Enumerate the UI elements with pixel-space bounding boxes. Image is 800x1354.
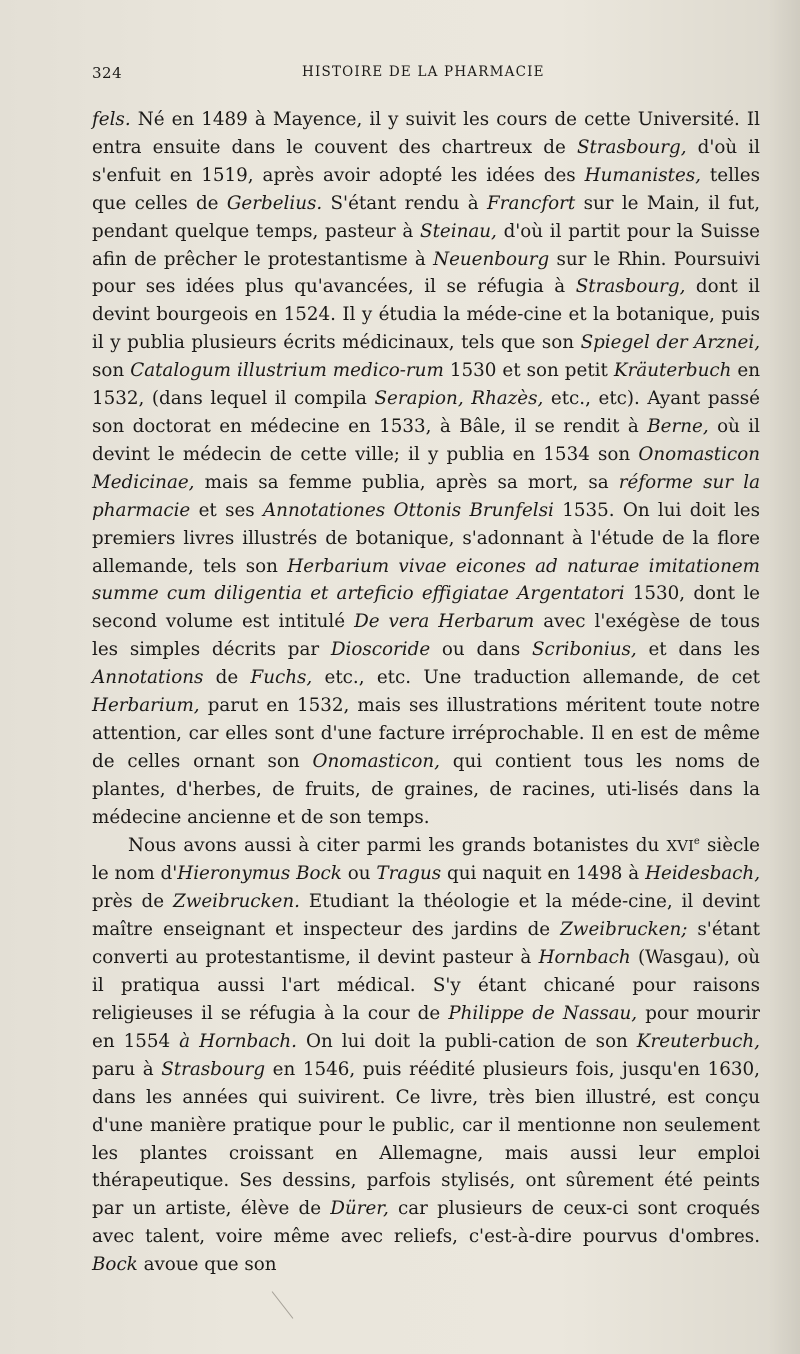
text-span: Humanistes, xyxy=(584,164,701,186)
text-span: Zweibrucken; xyxy=(560,919,688,941)
text-span: qui contient tous les noms de plantes, d'herbes, de fruits, de graines, de racines, uti-lisés dans la médecine ancienne et de son temps. xyxy=(92,750,760,828)
text-span: Dioscoride xyxy=(330,639,431,661)
text-span: ou dans xyxy=(430,639,533,661)
century-numeral: XVI xyxy=(666,836,694,855)
text-span: et ses xyxy=(190,499,263,521)
text-span: Gerbelius. xyxy=(226,192,323,214)
text-span: Herbarium, xyxy=(92,695,200,717)
text-span: fels. xyxy=(92,109,131,130)
text-span: siècle le nom d' xyxy=(92,834,760,885)
text-span: Annotations xyxy=(92,667,204,689)
text-span: (Wasgau), où il pratiqua aussi l'art médical. S'y étant chicané pour raisons religieuses il se réfugia à la cour de xyxy=(92,947,760,1024)
paragraph-2 xyxy=(92,832,760,1280)
text-span: et dans les xyxy=(636,639,760,661)
text-span: etc., etc. Une traduction allemande, de cet xyxy=(312,667,760,689)
text-span: 1535. On lui doit les premiers livres illustrés de botanique, s'adonnant à l'étude de la flore allemande, tels son xyxy=(92,499,760,577)
text-span: mais sa femme publia, après sa mort, sa xyxy=(194,471,619,493)
text-span: Herbarium vivae eicones ad naturae imitationem summe cum diligentia et arteficio effigiatae Argentatori xyxy=(92,555,760,605)
text-span: 1530 et son petit xyxy=(443,360,614,382)
text-span: telles que celles de xyxy=(92,164,760,214)
text-span: Strasbourg xyxy=(161,1058,266,1080)
text-span: paru à xyxy=(92,1058,162,1080)
text-span: où il devint le médecin de cette ville; il y publia en 1534 son xyxy=(92,415,760,465)
text-span: Strasbourg, xyxy=(576,136,687,158)
text-span: pour mourir en 1554 xyxy=(92,1003,760,1052)
text-span: Catalogum illustrium medico-rum xyxy=(130,360,444,382)
text-span: Strasbourg, xyxy=(575,276,686,298)
page-number: 324 xyxy=(92,64,123,82)
text-span: d'où il partit pour la Suisse afin de prêcher le protestantisme à xyxy=(92,220,760,270)
text-span: Neuenbourg xyxy=(433,248,550,270)
text-span: sur le Main, il fut, pendant quelque temps, pasteur à xyxy=(92,192,760,242)
text-span: Annotationes Ottonis Brunfelsi xyxy=(262,499,554,521)
text-span: De vera Herbarum xyxy=(354,611,535,633)
text-span: Scribonius, xyxy=(532,639,637,661)
text-span: Etudiant la théologie et la méde-cine, il devint maître enseignant et inspecteur des jardins de xyxy=(92,891,760,941)
text-span: Steinau, xyxy=(420,220,497,242)
text-span: Serapion, Rhazès, xyxy=(374,388,544,410)
running-title: HISTOIRE DE LA PHARMACIE xyxy=(302,64,545,80)
text-span: ou xyxy=(341,863,377,885)
text-span: Hornbach xyxy=(538,947,631,969)
text-span: dont il devint bourgeois en 1524. Il y étudia la méde-cine et la botanique, puis il y publia plusieurs écrits médicinaux, tels que son xyxy=(92,276,760,354)
text-span: s'étant converti au protestantisme, il devint pasteur à xyxy=(92,919,761,969)
text-span: Heidesbach, xyxy=(645,863,760,885)
text-span: réforme sur la pharmacie xyxy=(92,471,760,521)
body-text xyxy=(92,106,760,1279)
text-span: parut en 1532, mais ses illustrations méritent toute notre attention, car elles sont d'une facture irréprochable. Il en est de même de celles ornant son xyxy=(92,695,760,772)
text-span: en 1532, (dans lequel il compila xyxy=(92,360,761,410)
text-span: Dürer, xyxy=(330,1198,389,1220)
text-span: Berne, xyxy=(647,415,709,437)
text-span: Philippe de Nassau, xyxy=(448,1003,638,1024)
text-span: etc., etc). Ayant passé son doctorat en médecine en 1533, à Bâle, il se rendit à xyxy=(92,388,761,437)
text-span: de xyxy=(203,667,251,689)
text-span: en 1546, puis réédité plusieurs fois, jusqu'en 1630, dans les années qui suivirent. Ce livre, très bien illustré, est conçu d'une manière pratique pour le public, car il mentionne non seulement les plantes croissant en Allemagne, mais aussi leur emploi thérapeutique. Ses dessins, parfois stylisés, ont sûrement été peints par un artiste, élève de xyxy=(92,1058,760,1220)
text-span: Onomasticon Medicinae, xyxy=(92,443,760,493)
superscript: e xyxy=(693,835,700,847)
text-span: Nous avons aussi à citer parmi les grands botanistes du xyxy=(128,834,667,856)
text-span: Spiegel der Arznei, xyxy=(580,332,760,354)
paragraph-1 xyxy=(92,106,760,832)
text-span: Tragus xyxy=(376,863,442,885)
text-span: Onomasticon, xyxy=(312,750,440,772)
text-span: car plusieurs de ceux-ci sont croqués avec talent, voire même avec reliefs, c'est-à-dire pourvus d'ombres. xyxy=(92,1198,760,1248)
text-span: avoue que son xyxy=(137,1254,277,1276)
paper-mark xyxy=(272,1291,294,1318)
page-header xyxy=(92,64,760,88)
text-span: qui naquit en 1498 à xyxy=(441,863,646,885)
text-span: à Hornbach. xyxy=(179,1030,297,1052)
text-span: On lui doit la publi-cation de son xyxy=(296,1030,637,1052)
text-span: près de xyxy=(92,891,173,913)
text-span: Hieronymus Bock xyxy=(177,863,342,885)
text-span: Kräuterbuch xyxy=(613,360,732,382)
text-span: Zweibrucken. xyxy=(173,891,300,913)
text-span: avec l'exégèse de tous les simples décrits par xyxy=(92,611,760,661)
text-span: Né en 1489 à Mayence, il y suivit les cours de cette Université. Il entra ensuite dans le couvent des chartreux de xyxy=(92,109,760,158)
text-span: Bock xyxy=(92,1254,138,1276)
text-span: d'où il s'enfuit en 1519, après avoir adopté les idées des xyxy=(92,136,760,186)
text-span: Francfort xyxy=(487,192,576,214)
text-span: Fuchs, xyxy=(250,667,313,689)
text-span: S'étant rendu à xyxy=(322,192,488,214)
text-span: son xyxy=(92,360,131,382)
text-span: 1530, dont le second volume est intitulé xyxy=(92,583,761,633)
text-span: Kreuterbuch, xyxy=(636,1030,760,1052)
text-span: sur le Rhin. Poursuivi pour ses idées plus qu'avancées, il se réfugia à xyxy=(92,248,760,298)
